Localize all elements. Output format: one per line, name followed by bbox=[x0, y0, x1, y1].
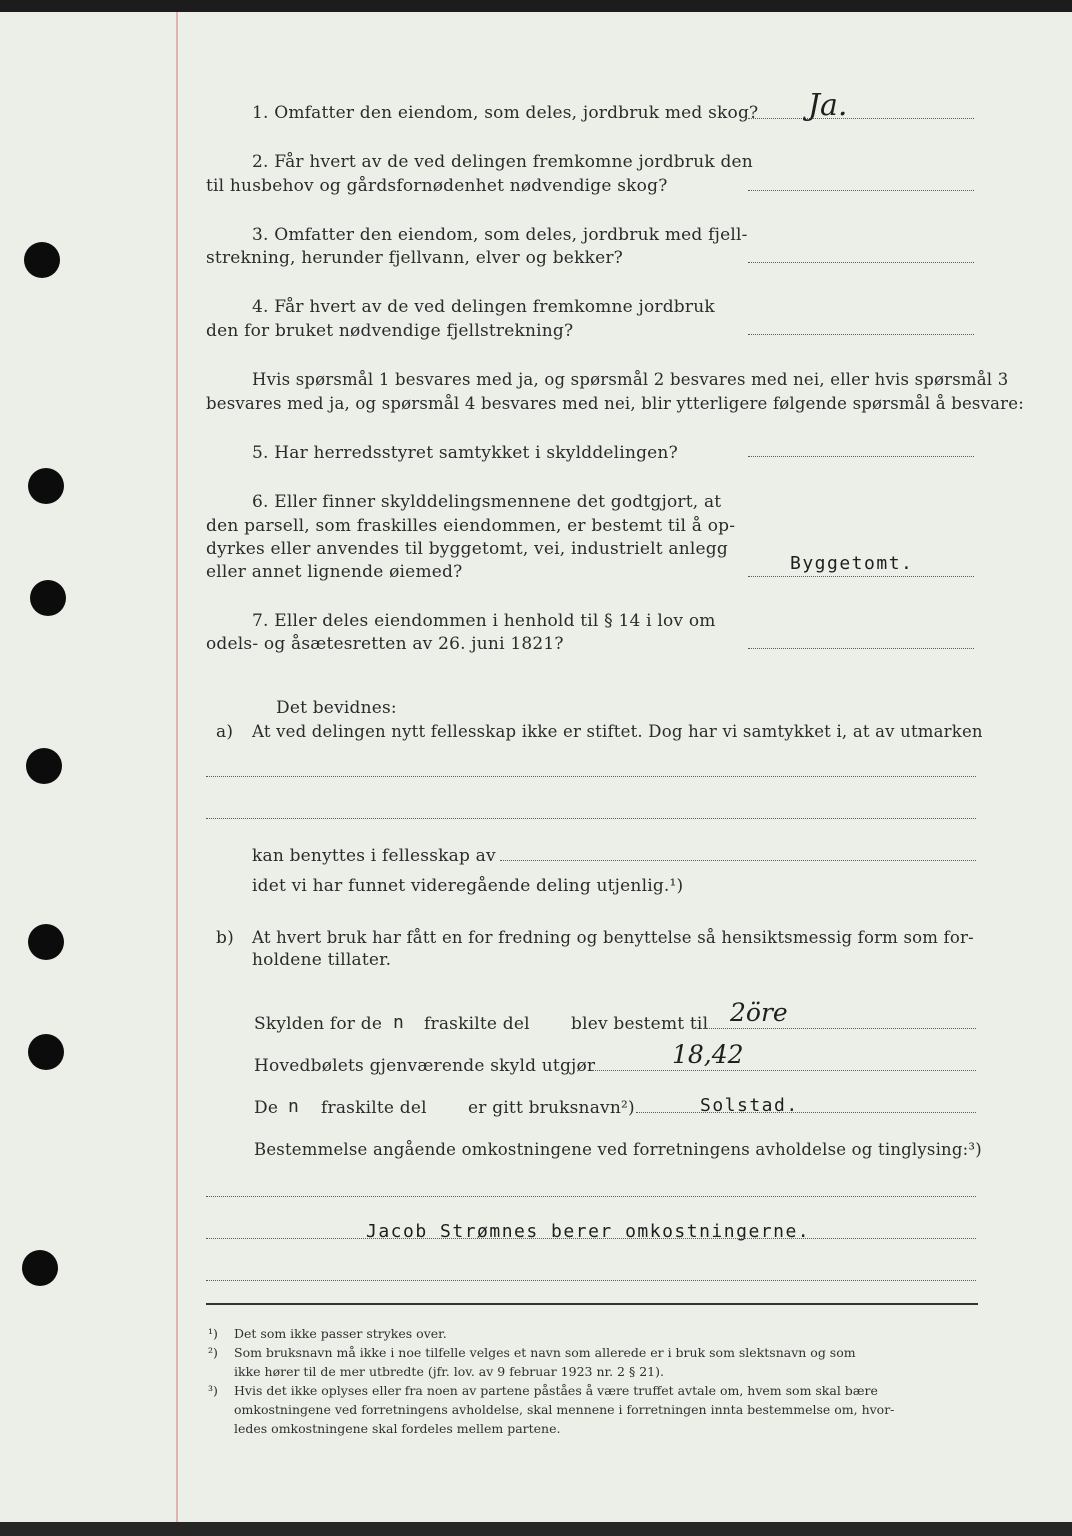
question-4-line-2: den for bruket nødvendige fjellstrekning? bbox=[206, 321, 574, 341]
answer-1-handwritten: Ja. bbox=[808, 88, 848, 123]
bruksnavn-plural-mark: n bbox=[288, 1096, 300, 1117]
question-3-line-2: strekning, herunder fjellvann, elver og bekker? bbox=[206, 248, 623, 268]
bruksnavn-fill-line bbox=[636, 1112, 976, 1113]
hovedbol-value-handwritten: 18,42 bbox=[672, 1040, 744, 1069]
punch-hole bbox=[22, 1250, 58, 1286]
answer-line-7 bbox=[748, 648, 974, 649]
question-6-line-4: eller annet lignende øiemed? bbox=[206, 562, 463, 582]
footnote-2-line-1: Som bruksnavn må ikke i noe tilfelle velges et navn som allerede er i bruk som slektsnavn og som bbox=[234, 1345, 856, 1360]
skyld-fill-line bbox=[704, 1028, 976, 1029]
question-3-line-1: 3. Omfatter den eiendom, som deles, jordbruk med fjell- bbox=[252, 225, 748, 245]
answer-line-3 bbox=[748, 262, 974, 263]
deling-note: idet vi har funnet videregående deling utjenlig.¹) bbox=[252, 876, 684, 896]
skyld-label: Skylden for de bbox=[254, 1014, 383, 1034]
bruksnavn-part-label: fraskilte del bbox=[321, 1098, 427, 1118]
item-b-line-1: At hvert bruk har fått en for fredning og benyttelse så hensiktsmessig form som for- bbox=[252, 928, 974, 947]
bruksnavn-label: er gitt bruksnavn²) bbox=[468, 1098, 635, 1118]
question-7-line-2: odels- og åsætesretten av 26. juni 1821? bbox=[206, 634, 564, 654]
question-4-line-1: 4. Får hvert av de ved delingen fremkomne jordbruk bbox=[252, 297, 715, 317]
skyld-value-handwritten: 2öre bbox=[730, 998, 788, 1027]
answer-line-1 bbox=[748, 118, 974, 119]
answer-line-4 bbox=[748, 334, 974, 335]
margin-rule bbox=[176, 12, 178, 1522]
skyld-part-label: fraskilte del bbox=[424, 1014, 530, 1034]
scan-top-edge bbox=[0, 0, 1072, 12]
answer-6-typed: Byggetomt. bbox=[790, 553, 914, 574]
question-6-line-1: 6. Eller finner skylddelingsmennene det godtgjort, at bbox=[252, 492, 722, 512]
attestation-heading: Det bevidnes: bbox=[276, 698, 397, 718]
omkostning-fill-line-2 bbox=[206, 1238, 976, 1239]
footnote-2-mark: ²) bbox=[208, 1345, 218, 1360]
conditional-intro-line-1: Hvis spørsmål 1 besvares med ja, og spørsmål 2 besvares med nei, eller hvis spørsmål 3 bbox=[252, 370, 1009, 389]
question-1: 1. Omfatter den eiendom, som deles, jordbruk med skog? bbox=[252, 103, 759, 123]
skyld-bestemt-label: blev bestemt til bbox=[571, 1014, 709, 1034]
question-2-line-1: 2. Får hvert av de ved delingen fremkomne jordbruk den bbox=[252, 152, 753, 172]
footnote-3-line-1: Hvis det ikke oplyses eller fra noen av partene påståes å være truffet avtale om, hvem som skal bære bbox=[234, 1383, 878, 1398]
item-a-label: a) bbox=[216, 722, 234, 742]
omkostning-label: Bestemmelse angående omkostningene ved forretningens avholdelse og tinglysing:³) bbox=[254, 1140, 982, 1159]
bruksnavn-value-typed: Solstad. bbox=[700, 1095, 799, 1116]
punch-hole bbox=[28, 1034, 64, 1070]
scan-bottom-edge bbox=[0, 1522, 1072, 1536]
question-6-line-3: dyrkes eller anvendes til byggetomt, vei, industrielt anlegg bbox=[206, 539, 728, 559]
punch-hole bbox=[30, 580, 66, 616]
skyld-plural-mark: n bbox=[393, 1012, 405, 1033]
question-2-line-2: til husbehov og gårdsfornødenhet nødvendige skog? bbox=[206, 176, 668, 196]
punch-hole bbox=[28, 468, 64, 504]
item-b-line-2: holdene tillater. bbox=[252, 950, 392, 970]
footnote-1: Det som ikke passer strykes over. bbox=[234, 1326, 447, 1341]
punch-hole bbox=[24, 242, 60, 278]
footnote-1-mark: ¹) bbox=[208, 1326, 218, 1341]
answer-line-5 bbox=[748, 456, 974, 457]
omkostning-fill-line-3 bbox=[206, 1280, 976, 1281]
punch-hole bbox=[26, 748, 62, 784]
conditional-intro-line-2: besvares med ja, og spørsmål 4 besvares med nei, blir ytterligere følgende spørsmål å besvare: bbox=[206, 394, 1024, 413]
footnote-3-mark: ³) bbox=[208, 1383, 218, 1398]
item-a-fill-line-1 bbox=[206, 776, 976, 777]
fellesskap-label: kan benyttes i fellesskap av bbox=[252, 846, 496, 866]
question-7-line-1: 7. Eller deles eiendommen i henhold til § 14 i lov om bbox=[252, 611, 716, 631]
hovedbol-fill-line bbox=[592, 1070, 976, 1071]
punch-hole bbox=[28, 924, 64, 960]
footnote-separator bbox=[206, 1303, 978, 1305]
fellesskap-fill-line bbox=[500, 860, 976, 861]
bruksnavn-de-label: De bbox=[254, 1098, 279, 1118]
question-5: 5. Har herredsstyret samtykket i skylddelingen? bbox=[252, 443, 678, 463]
item-a-text: At ved delingen nytt fellesskap ikke er stiftet. Dog har vi samtykket i, at av utmarken bbox=[252, 722, 983, 741]
item-b-label: b) bbox=[216, 928, 234, 948]
footnote-3-line-3: ledes omkostningene skal fordeles mellem partene. bbox=[234, 1421, 561, 1436]
answer-line-2 bbox=[748, 190, 974, 191]
footnote-3-line-2: omkostningene ved forretningens avholdelse, skal mennene i forretningen innta bestemmelse om, hvor- bbox=[234, 1402, 895, 1417]
question-6-line-2: den parsell, som fraskilles eiendommen, er bestemt til å op- bbox=[206, 516, 736, 536]
omkostning-note-typed: Jacob Strømnes berer omkostningerne. bbox=[366, 1221, 811, 1242]
hovedbol-label: Hovedbølets gjenværende skyld utgjør bbox=[254, 1056, 596, 1076]
item-a-fill-line-2 bbox=[206, 818, 976, 819]
omkostning-fill-line-1 bbox=[206, 1196, 976, 1197]
answer-line-6 bbox=[748, 576, 974, 577]
footnote-2-line-2: ikke hører til de mer utbredte (jfr. lov. av 9 februar 1923 nr. 2 § 21). bbox=[234, 1364, 664, 1379]
